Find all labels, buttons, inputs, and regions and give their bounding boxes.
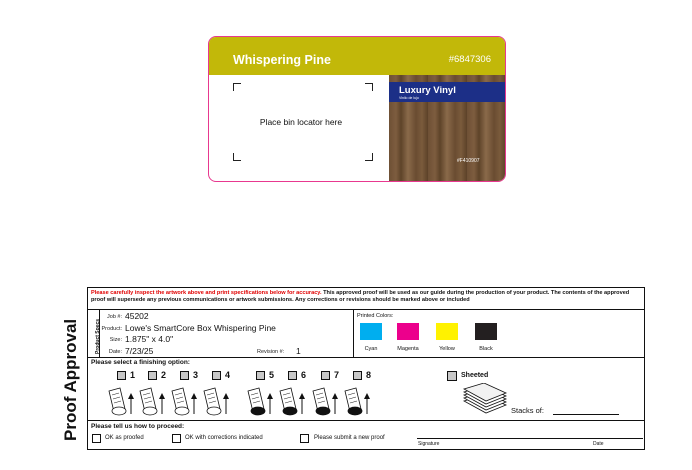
roll-direction-icon xyxy=(201,387,231,417)
printed-colors-label: Printed Colors: xyxy=(357,313,394,319)
approval-notice xyxy=(91,290,643,304)
bin-locator-placeholder: Place bin locator here xyxy=(259,117,343,127)
ok-as-proofed-checkbox[interactable] xyxy=(92,434,101,443)
finishing-number: 6 xyxy=(301,370,307,380)
finishing-checkbox[interactable] xyxy=(117,371,126,380)
divider xyxy=(88,309,644,310)
finishing-number: 7 xyxy=(334,370,340,380)
notice-warning: Please carefully inspect the artwork above and print specifications below for accuracy. xyxy=(91,290,322,296)
crop-mark-top-right xyxy=(365,83,373,91)
notice-text: This approved proof will be used as our guide during the production of your product. The contents of the approved proof will supersede any previous communications or artwork submissions. Any corrections or revisions should be marked above or included xyxy=(91,290,630,304)
crop-mark-bottom-left xyxy=(233,153,241,161)
swatch-label-yellow: Yellow xyxy=(439,346,455,352)
roll-direction-icon xyxy=(169,387,199,417)
swatch-cyan xyxy=(360,323,382,340)
product-specs-label: Product Specs xyxy=(95,318,101,354)
finishing-checkbox[interactable] xyxy=(180,371,189,380)
signature-label: Signature xyxy=(418,441,440,447)
sheeted-label: Sheeted xyxy=(461,372,489,379)
swatch-yellow xyxy=(436,323,458,340)
stacks-input-line[interactable] xyxy=(553,414,619,415)
ok-as-proofed-label: OK as proofed xyxy=(105,435,144,441)
swatch-label-magenta: Magenta xyxy=(397,346,419,352)
revision-value: 1 xyxy=(296,346,301,356)
finishing-number: 4 xyxy=(225,370,231,380)
wood-code: #F410907 xyxy=(457,158,480,164)
revision-label: Revision #: xyxy=(257,349,285,355)
swatch-label-black: Black xyxy=(479,346,493,352)
product-name: Lowe's SmartCore Box Whispering Pine xyxy=(125,323,276,333)
paper-stack-icon xyxy=(462,383,508,417)
proof-approval-heading: Proof Approval xyxy=(61,318,80,441)
size-label: Size: xyxy=(109,337,122,343)
sheeted-checkbox[interactable] xyxy=(447,371,457,381)
finishing-number: 1 xyxy=(130,370,136,380)
proceed-label: Please tell us how to proceed: xyxy=(91,423,185,430)
swatch-label-cyan: Cyan xyxy=(364,346,378,352)
submit-new-proof-label: Please submit a new proof xyxy=(314,435,385,441)
product-type-title: Luxury Vinyl xyxy=(399,85,456,96)
roll-direction-icon xyxy=(277,387,307,417)
roll-direction-icon xyxy=(137,387,167,417)
product-type-subtitle: Vinilo de lujo xyxy=(399,96,419,100)
finishing-number: 5 xyxy=(269,370,275,380)
finishing-number: 2 xyxy=(161,370,167,380)
stacks-label: Stacks of: xyxy=(511,406,544,415)
crop-mark-top-left xyxy=(233,83,241,91)
date-value: 7/23/25 xyxy=(125,346,154,356)
roll-direction-icon xyxy=(106,387,136,417)
ok-with-corrections-checkbox[interactable] xyxy=(172,434,181,443)
size-value: 1.875" x 4.0" xyxy=(125,334,174,344)
finishing-checkbox[interactable] xyxy=(212,371,221,380)
finishing-label: Please select a finishing option: xyxy=(91,359,190,366)
job-label: Job #: xyxy=(107,314,122,320)
swatch-black xyxy=(475,323,497,340)
roll-direction-icon xyxy=(342,387,372,417)
finishing-checkbox[interactable] xyxy=(353,371,362,380)
product-type-badge xyxy=(389,82,505,102)
roll-direction-icon xyxy=(245,387,275,417)
crop-mark-bottom-right xyxy=(365,153,373,161)
finishing-checkbox[interactable] xyxy=(256,371,265,380)
signature-date-label: Date xyxy=(593,441,604,447)
job-number: 45202 xyxy=(125,311,149,321)
roll-direction-icon xyxy=(310,387,340,417)
ok-with-corrections-label: OK with corrections indicated xyxy=(185,435,263,441)
finishing-checkbox[interactable] xyxy=(148,371,157,380)
finishing-number: 8 xyxy=(366,370,372,380)
finishing-checkbox[interactable] xyxy=(321,371,330,380)
date-label: Date: xyxy=(108,349,122,355)
label-artwork xyxy=(208,36,506,182)
product-label: Product: xyxy=(101,326,122,332)
divider xyxy=(88,420,644,421)
label-title: Whispering Pine xyxy=(233,53,331,67)
submit-new-proof-checkbox[interactable] xyxy=(300,434,309,443)
finishing-checkbox[interactable] xyxy=(288,371,297,380)
label-sku: #6847306 xyxy=(448,54,491,65)
finishing-number: 3 xyxy=(193,370,199,380)
signature-line[interactable] xyxy=(417,438,643,439)
swatch-magenta xyxy=(397,323,419,340)
divider xyxy=(88,357,644,358)
